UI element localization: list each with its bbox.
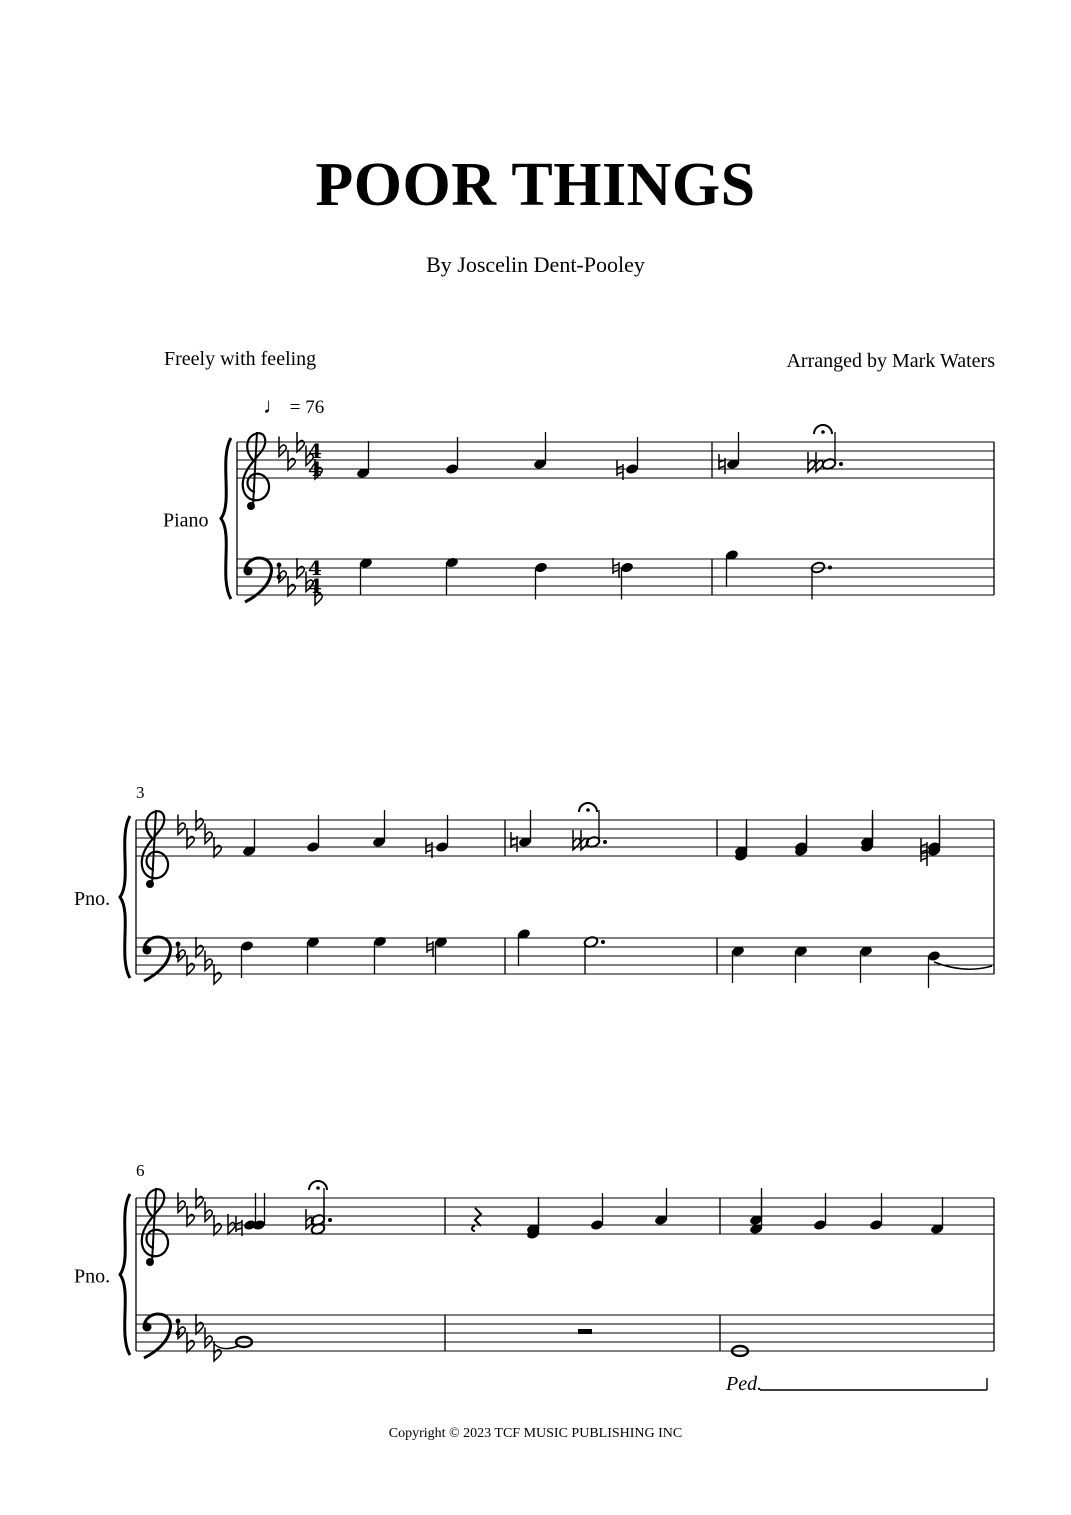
- treble-clef-icon: [142, 810, 168, 888]
- natural-accidental: [236, 1216, 242, 1236]
- flat-accidental: [205, 1328, 212, 1348]
- time-signature-top: 4: [308, 439, 322, 463]
- instrument-label: Pno.: [74, 888, 111, 910]
- quarter-note-icon: ♩: [263, 393, 285, 418]
- fermata-dot: [316, 1186, 320, 1190]
- treble-clef-icon: [243, 432, 269, 510]
- flat-accidental: [228, 1214, 235, 1234]
- natural-accidental: [617, 460, 623, 480]
- measure-number: 3: [136, 783, 145, 802]
- natural-accidental: [921, 838, 927, 858]
- flat-accidental: [279, 437, 286, 457]
- flat-accidental: [178, 1193, 185, 1213]
- tempo-marking: Freely with feeling: [164, 348, 317, 370]
- pedal-marking: Ped.: [726, 1373, 763, 1395]
- flat-accidental: [205, 824, 212, 844]
- augmentation-dot: [839, 462, 843, 466]
- grand-staff-brace: [120, 1194, 130, 1355]
- fermata-dot: [821, 430, 825, 434]
- composer-credit: By Joscelin Dent-Pooley: [426, 252, 645, 277]
- augmentation-dot: [328, 1218, 332, 1222]
- instrument-label: Pno.: [74, 1265, 111, 1288]
- flat-accidental: [178, 815, 185, 835]
- flat-accidental: [205, 1202, 212, 1222]
- time-signature-bottom: 4: [308, 457, 322, 481]
- augmentation-dot: [603, 840, 607, 844]
- grand-staff-brace: [221, 438, 231, 599]
- tie: [214, 1344, 238, 1349]
- natural-accidental: [719, 454, 725, 474]
- quarter-rest-icon: [472, 1208, 481, 1231]
- tie: [934, 962, 992, 969]
- treble-clef-icon: [142, 1188, 168, 1266]
- augmentation-dot: [828, 566, 832, 570]
- time-signature-bottom: 4: [308, 574, 322, 598]
- flat-accidental: [205, 951, 212, 971]
- copyright-footer: Copyright © 2023 TCF MUSIC PUBLISHING INC: [388, 1426, 683, 1441]
- time-signature-top: 4: [308, 556, 322, 580]
- natural-accidental: [511, 832, 517, 852]
- instrument-label: Piano: [163, 509, 209, 532]
- fermata-dot: [586, 808, 590, 812]
- measure-number: 6: [136, 1161, 145, 1180]
- page-title: POOR THINGS: [315, 151, 756, 219]
- grand-staff-brace: [120, 816, 130, 978]
- whole-rest-icon: [578, 1329, 592, 1334]
- metronome-value: = 76: [289, 397, 325, 418]
- natural-accidental: [426, 838, 432, 858]
- arranger-credit: Arranged by Mark Waters: [786, 350, 995, 372]
- augmentation-dot: [601, 940, 605, 944]
